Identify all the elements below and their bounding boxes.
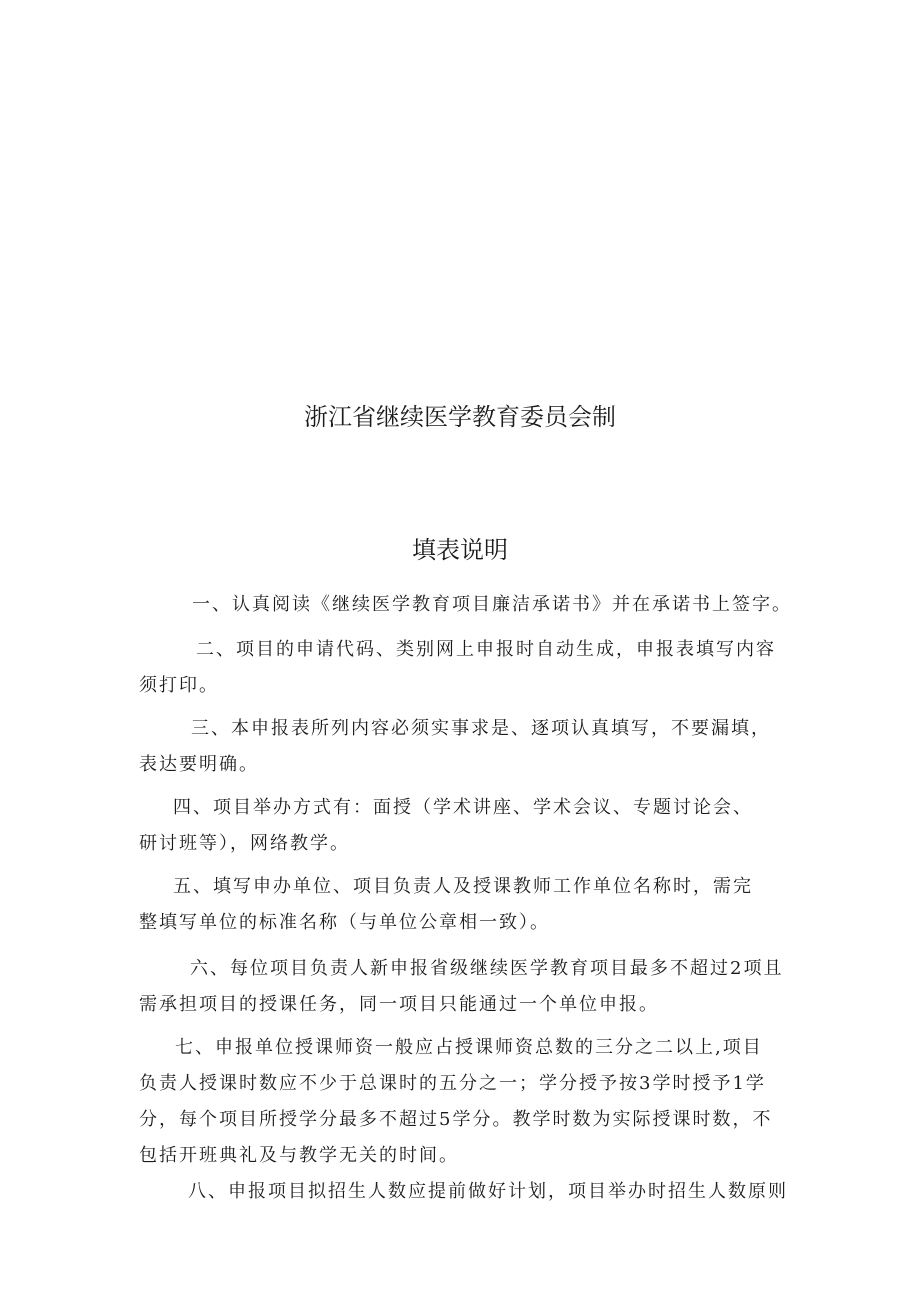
instruction-paragraph-4 (139, 790, 789, 862)
paragraph-line: 四、项目举办方式有：面授（学术讲座、学术会议、专题讨论会、 (173, 797, 753, 818)
paragraph-line: 一、认真阅读《继续医学教育项目廉洁承诺书》并在承诺书上签字。 (192, 594, 792, 615)
instruction-paragraph-6 (139, 951, 789, 1023)
paragraph-line: 整填写单位的标准名称（与单位公章相一致）。 (139, 912, 550, 933)
paragraph-line: 五、填写申办单位、项目负责人及授课教师工作单位名称时，需完 (173, 876, 753, 897)
paragraph-line: 负责人授课时数应不少于总课时的五分之一；学分授予按3学时授予1学 (139, 1073, 766, 1094)
paragraph-line: 二、项目的申请代码、类别网上申报时自动生成，申报表填写内容 (196, 639, 776, 660)
instruction-paragraph-8 (139, 1174, 789, 1210)
paragraph-line: 分，每个项目所授学分最多不超过5学分。教学时数为实际授课时数，不 (139, 1109, 773, 1130)
paragraph-line: 须打印。 (139, 675, 219, 696)
paragraph-line: 包括开班典礼及与教学无关的时间。 (139, 1145, 459, 1166)
paragraph-line: 三、本申报表所列内容必须实事求是、逐项认真填写，不要漏填， (191, 718, 771, 739)
instruction-paragraph-3 (139, 711, 789, 783)
instruction-paragraph-2 (139, 632, 789, 704)
paragraph-line: 表达要明确。 (139, 754, 259, 775)
paragraph-line: 研讨班等），网络教学。 (139, 833, 350, 854)
instruction-paragraph-5 (139, 869, 789, 941)
issuer-line: 浙江省继续医学教育委员会制 (304, 403, 616, 431)
instruction-paragraph-1 (139, 587, 792, 623)
paragraph-line: 六、每位项目负责人新申报省级继续医学教育项目最多不超过2项且 (190, 958, 784, 979)
section-title: 填表说明 (412, 536, 508, 564)
paragraph-line: 七、申报单位授课师资一般应占授课师资总数的三分之二以上,项目 (175, 1037, 763, 1058)
paragraph-line: 需承担项目的授课任务，同一项目只能通过一个单位申报。 (139, 994, 659, 1015)
instruction-paragraph-7 (139, 1030, 789, 1174)
paragraph-line: 八、申报项目拟招生人数应提前做好计划，项目举办时招生人数原则 (188, 1181, 788, 1202)
